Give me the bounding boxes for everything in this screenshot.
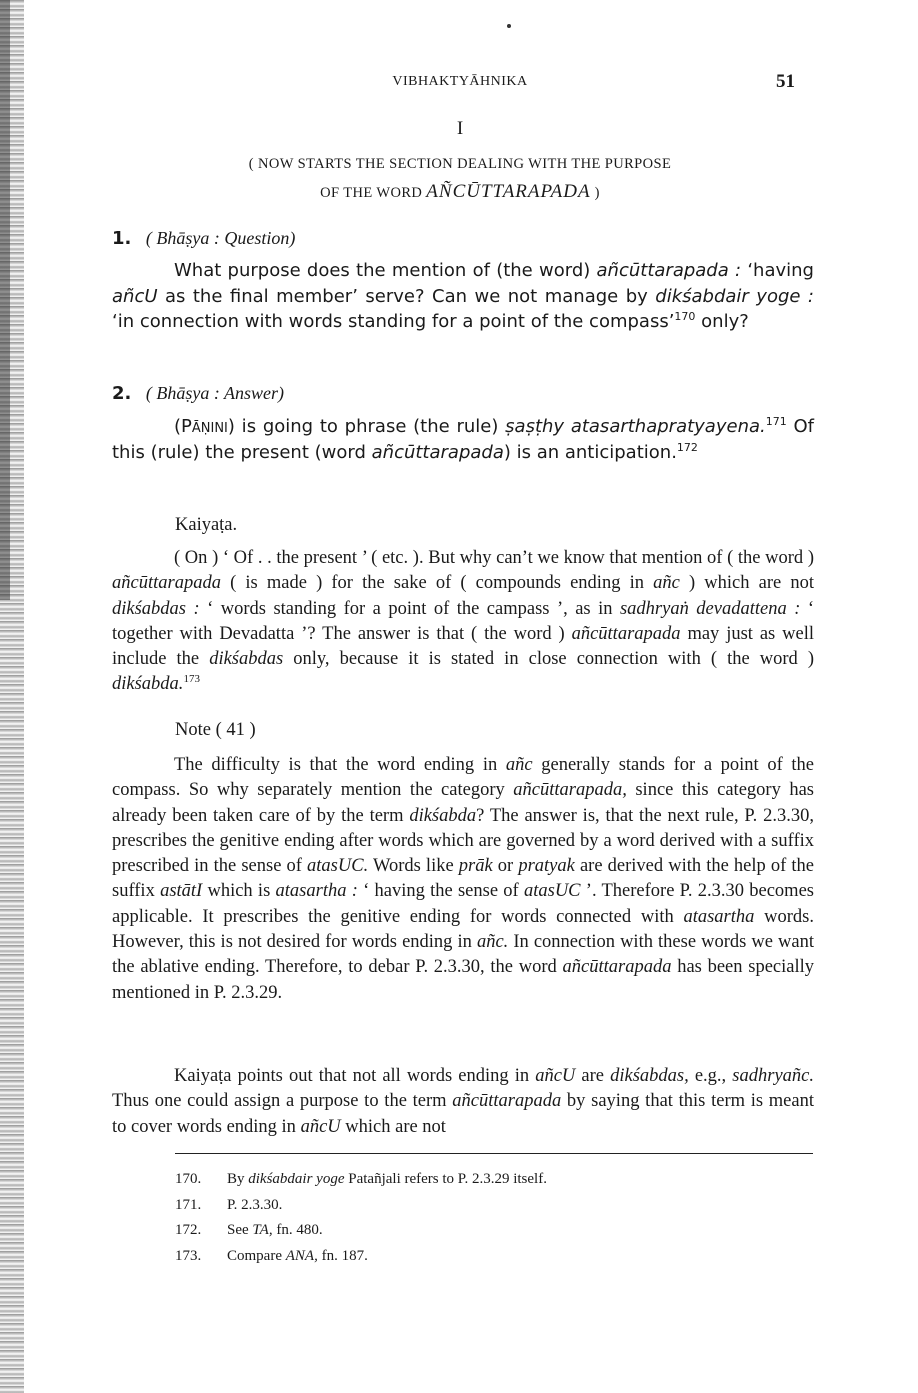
footnote-171: 171. P. 2.3.30. (175, 1196, 283, 1213)
kaiyata-points-text: Kaiyaṭa points out that not all words ending in añcU are dikśabdas, e.g., sadhryañc. Thus one could assign a purpose to the term añcūttarapada by saying that this term is meant to cover words ending in añcU which are not (112, 1066, 814, 1137)
section-heading-word: AÑCŪTTARAPADA (426, 181, 591, 202)
note-heading: Note ( 41 ) (175, 720, 256, 740)
running-title: VIBHAKTYĀHNIKA (392, 74, 528, 89)
footnotes (175, 1167, 547, 1269)
paragraph-2-label (112, 383, 284, 404)
paragraph-1-label (112, 228, 295, 249)
page-number: 51 (776, 71, 795, 92)
kaiyata-heading: Kaiyaṭa. (175, 515, 238, 535)
footnote-172: 172. See TA, fn. 480. (175, 1222, 323, 1238)
paragraph-1-text: What purpose does the mention of (the word) añcūttarapada : ‘having añcU as the final member’ serve? Can we not manage by dikśabdair yoge : ‘in connection with words standing for a point of the compass’$^{170}$ only? (112, 260, 814, 332)
scan-speck (507, 24, 511, 28)
kaiyata-text: ( On ) ‘ Of . . the present ’ ( etc. ). But why can’t we know that mention of ( the word ) añcūttarapada ( is made ) for the sake of ( compounds ending in añc ) which are not dikśabdas : ‘ words standing for a point of the campass ’, as in sadhryaṅ devadattena : ‘ together with Devadatta ’? The answer is that ( the word ) añcūttarapada may just as well include the dikśabdas only, because it is stated in close connection with ( the word ) dikśabda.$^{173}$ (112, 548, 814, 695)
section-heading-line1: ( NOW STARTS THE SECTION DEALING WITH THE PURPOSE (248, 156, 672, 172)
section-numeral: I (456, 118, 464, 139)
footnote-170: 170. By dikśabdair yoge Patañjali refers to P. 2.3.29 itself. (175, 1171, 547, 1187)
section-heading (200, 150, 720, 207)
note-text: The difficulty is that the word ending in añc generally stands for a point of the compass. So why separately mention the category añcūttarapada, since this category has already been taken care of by the term dikśabda? The answer is, that the next rule, P. 2.3.30, prescribes the genitive ending after words which are governed by a word derived with a suffix prescribed in the sense of atasUC. Words like prāk or pratyak are derived with the help of the suffix astātI which is atasartha : ‘ having the sense of atasUC ’. Therefore P. 2.3.30 becomes applicable. It prescribes the genitive ending for words connected with atasartha words. However, this is not desired for words ending in añc. In connection with these words we want the ablative ending. Therefore, to debar P. 2.3.30, the word añcūttarapada has been specially mentioned in P. 2.3.29. (112, 755, 815, 1003)
paragraph-1-source: ( Bhāṣya : Question) (145, 228, 296, 248)
section-heading-line2: OF THE WORD AÑCŪTTARAPADA ) (320, 181, 600, 202)
footnote-173: 173. Compare ANA, fn. 187. (175, 1247, 368, 1264)
footnote-separator (175, 1153, 813, 1154)
paragraph-2-text: (Pāṇini) is going to phrase (the rule) ṣaṣṭhy atasarthapratyayena.$^{171}$ Of this (rule) the present (word añcūttarapada) is an anticipation.$^{172}$ (112, 415, 814, 463)
paragraph-2-number: 2. (112, 383, 132, 404)
paragraph-1-number: 1. (112, 228, 132, 249)
paragraph-2-source: ( Bhāṣya : Answer) (145, 383, 285, 403)
scanned-page-shadow (0, 0, 10, 600)
